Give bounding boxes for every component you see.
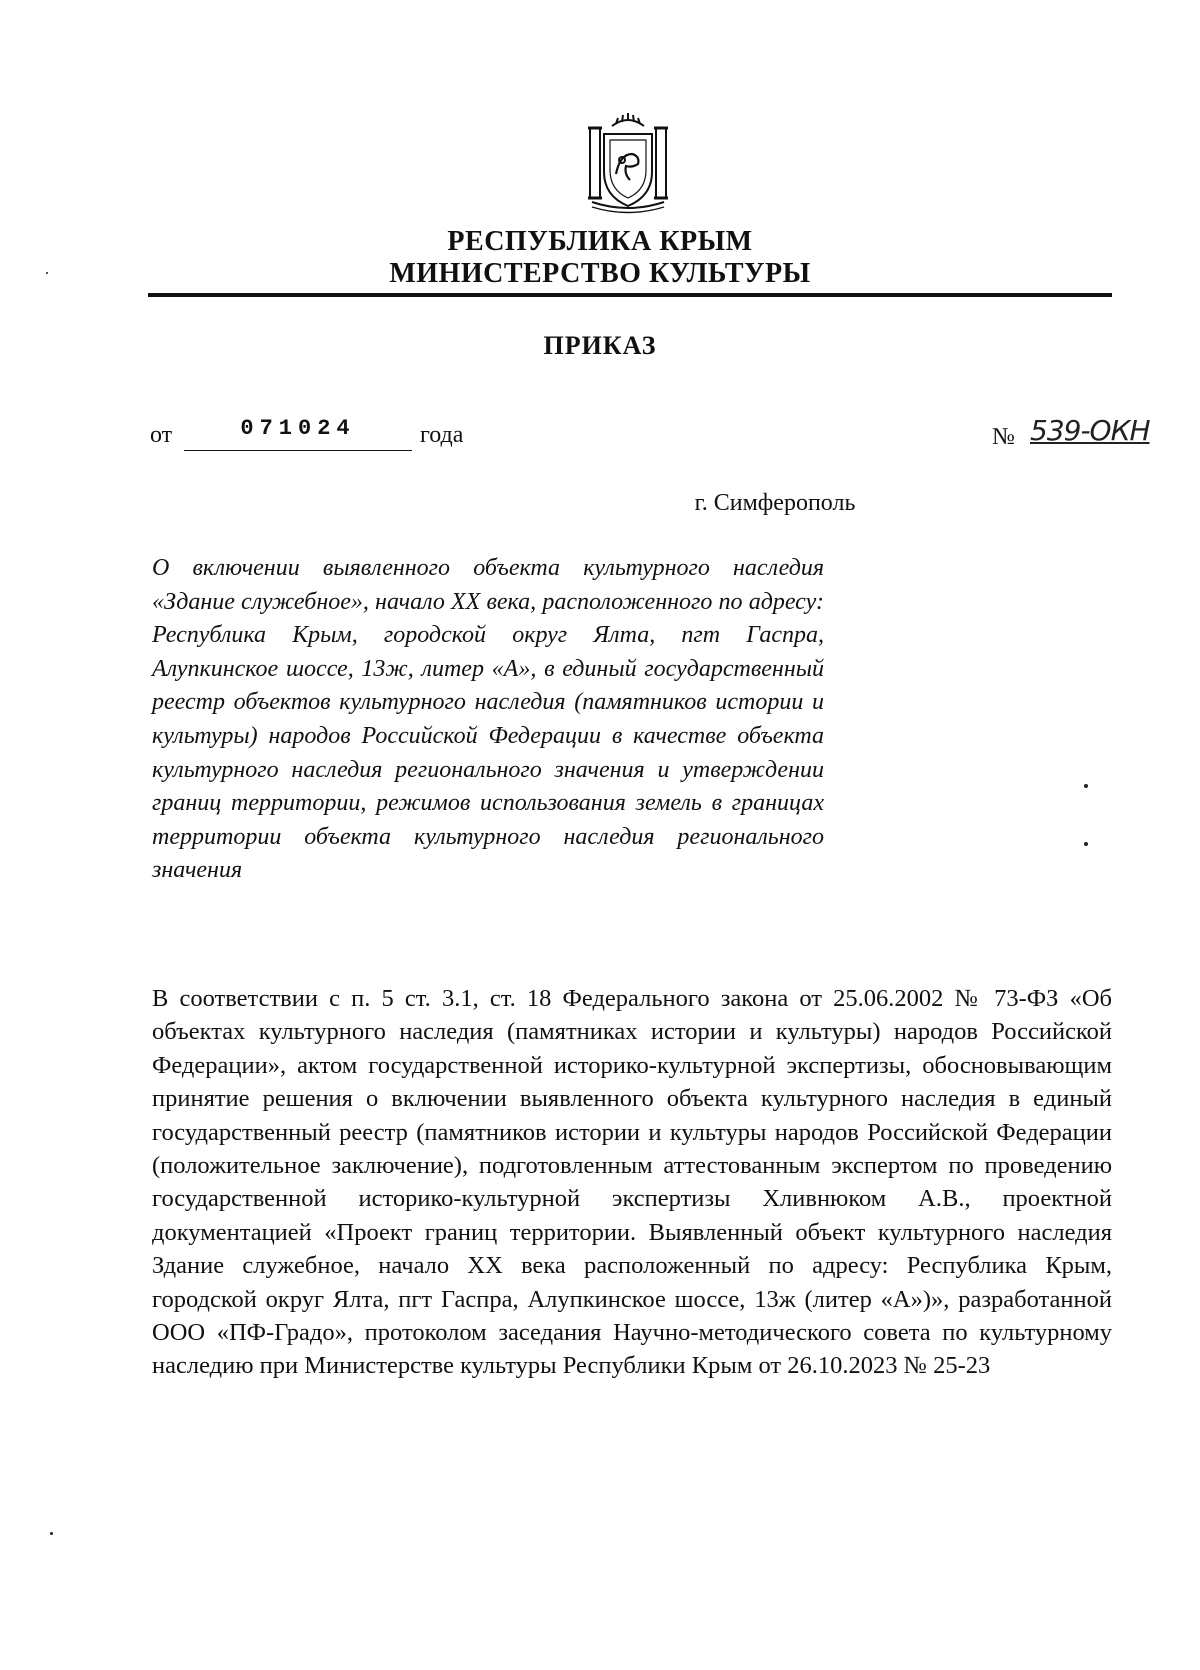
coat-of-arms-emblem [582, 110, 674, 214]
order-date: 071024 [240, 416, 356, 441]
header-divider [148, 293, 1112, 297]
order-subject: О включении выявленного объекта культурного наследия «Здание служебное», начало XX века, расположенного по адресу: Республика Крым, городской округ Ялта, пгт Гаспра, Алупкинское шоссе, 13ж, литер «А», в единый государственный реестр объектов культурного наследия (памятников истории и культуры) народов Российской Федерации в качестве объекта культурного наследия регионального значения и утверждении границ территории, режимов использования земель в границах территории объекта культурного наследия регионального значения [152, 555, 824, 884]
date-suffix: года [420, 422, 464, 448]
date-prefix: от [150, 422, 173, 448]
city-line [0, 490, 1200, 517]
scan-speck [1084, 842, 1088, 846]
document-type-title: ПРИКАЗ [543, 331, 657, 360]
number-sign: № [992, 424, 1015, 450]
city-name: г. Симферополь [694, 490, 856, 516]
order-preamble: В соответствии с п. 5 ст. 3.1, ст. 18 Федерального закона от 25.06.2002 № 73-ФЗ «Об объектах культурного наследия (памятниках истории и культуры) народов Российской Федерации», актом государственной историко-культурной экспертизы, обосновывающим принятие решения о включении выявленного объекта культурного наследия в единый государственный реестр (памятников истории и культуры народов Российской Федерации (положительное заключение), подготовленным аттестованным экспертом по проведению государственной историко-культурной экспертизы Хливнюком А.В., проектной документацией «Проект границ территории. Выявленный объект культурного наследия Здание служебное, начало XX века расположенный по адресу: Республика Крым, городской округ Ялта, пгт Гаспра, Алупкинское шоссе, 13ж (литер «А»)», разработанной ООО «ПФ-Градо», протоколом заседания Научно-методического совета по культурному наследию при Министерстве культуры Республики Крым от 26.10.2023 № 25-23 [152, 985, 1112, 1380]
order-number: 539-ОКН [1030, 414, 1150, 447]
scan-speck [46, 272, 48, 274]
scan-speck [50, 1532, 53, 1535]
scan-speck [1084, 784, 1088, 788]
ministry-name: МИНИСТЕРСТВО КУЛЬТУРЫ [389, 258, 811, 289]
date-underline [184, 450, 412, 451]
republic-name: РЕСПУБЛИКА КРЫМ [447, 226, 753, 257]
